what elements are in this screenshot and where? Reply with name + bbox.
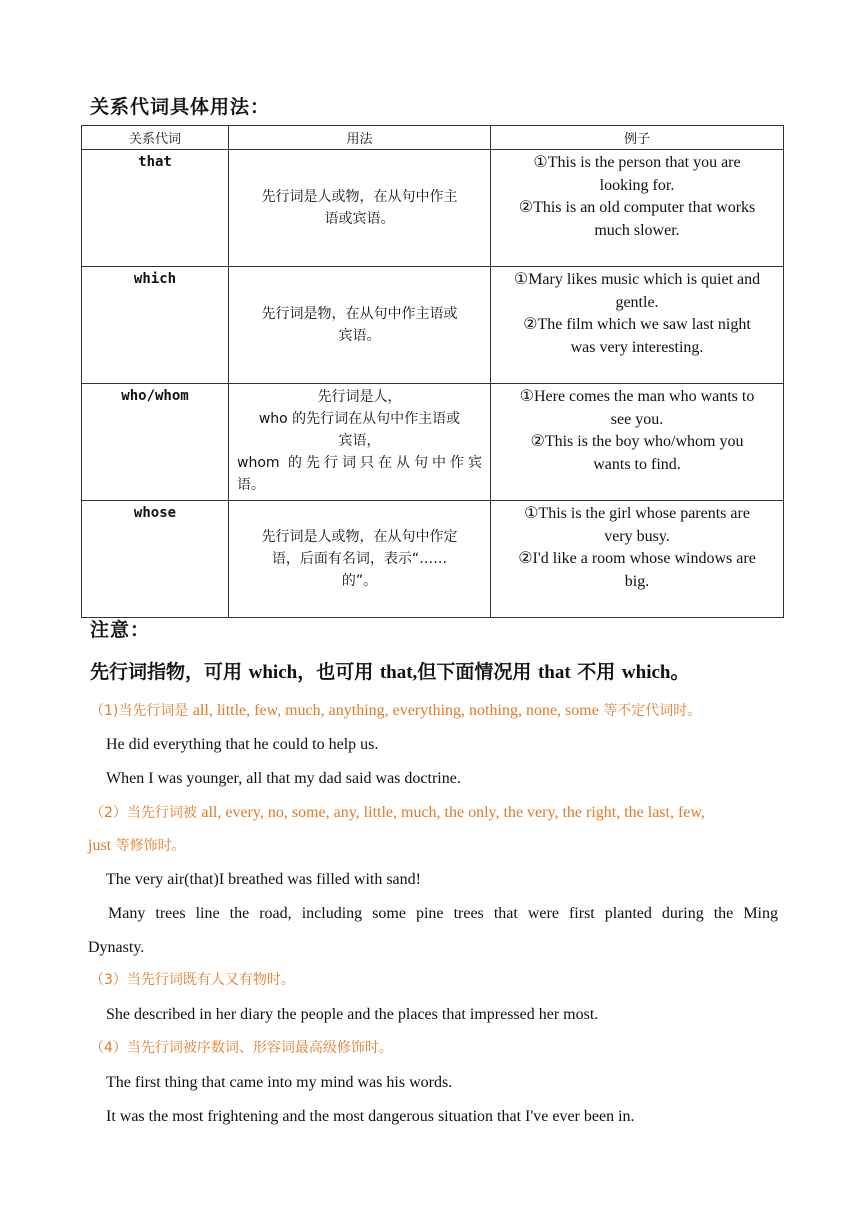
pronoun-cell: that: [82, 150, 229, 267]
note-title: 注意：: [90, 619, 151, 641]
case-4-heading: （4）当先行词被序数词、形容词最高级修饰时。: [90, 1040, 393, 1056]
usage-cell: [229, 384, 491, 501]
example-line: ①Mary likes music which is quiet and: [513, 271, 761, 288]
example-line: much slower.: [594, 221, 680, 239]
usage-line: whom 的先行词只在从句中作宾: [237, 455, 482, 471]
example-line: see you.: [610, 410, 664, 428]
usage-line: 语，后面有名词，表示“……: [271, 551, 448, 567]
example-sentence-continuation: Dynasty.: [88, 939, 145, 956]
example-line: gentle.: [615, 293, 659, 311]
header-usage: 用法: [229, 126, 491, 150]
example-line: was very interesting.: [570, 338, 704, 356]
case-suffix: 等修饰时。: [111, 838, 186, 854]
usage-line: 宾语，: [338, 433, 381, 449]
example-sentence: When I was younger, all that my dad said was doctrine.: [106, 770, 461, 787]
example-line: big.: [624, 572, 650, 590]
usage-line: 先行词是人或物，在从句中作主: [261, 189, 458, 205]
rule-word: which: [621, 662, 671, 683]
pronoun-cell: which: [82, 267, 229, 384]
rule-text: 先行词指物，可用: [90, 661, 249, 683]
usage-line: who 的先行词在从句中作主语或: [258, 411, 461, 427]
example-cell: [491, 267, 784, 384]
usage-line: 的”。: [341, 573, 378, 589]
rule-text: ，也可用: [297, 661, 380, 683]
example-sentence: She described in her diary the people and the places that impressed her most.: [106, 1006, 599, 1023]
rule-statement: [90, 657, 690, 684]
example-sentence: Many trees line the road, including some pine trees that were first planted during the Ming: [108, 905, 778, 922]
case-label: （1)当先行词是: [90, 703, 193, 719]
case-words: all, every, no, some, any, little, much, the only, the very, the right, the last, few,: [201, 804, 705, 821]
header-pronoun: 关系代词: [82, 126, 229, 150]
usage-line: 先行词是物，在从句中作主语或: [261, 306, 458, 322]
example-line: ②This is an old computer that works: [518, 199, 756, 216]
example-sentence: The very air(that)I breathed was filled with sand!: [106, 871, 421, 888]
pronoun-cell: whose: [82, 501, 229, 618]
rule-text: 但下面情况用: [417, 661, 538, 683]
example-sentence: He did everything that he could to help us.: [106, 736, 379, 753]
example-line: ②I'd like a room whose windows are: [518, 550, 756, 567]
pronoun-cell: who/whom: [82, 384, 229, 501]
usage-line: 语。: [237, 477, 265, 493]
example-cell: [491, 150, 784, 267]
example-line: ①This is the girl whose parents are: [524, 505, 750, 522]
case-1-heading: [90, 694, 780, 729]
example-line: ①Here comes the man who wants to: [519, 388, 755, 405]
example-line: ①This is the person that you are: [533, 154, 741, 171]
case-suffix: 等不定代词时。: [598, 703, 702, 719]
example-line: ②The film which we saw last night: [523, 316, 751, 333]
example-cell: [491, 384, 784, 501]
case-words: just: [88, 837, 112, 854]
rule-word: that,: [379, 662, 418, 683]
rule-word: which: [248, 662, 298, 683]
example-sentence: It was the most frightening and the most dangerous situation that I've ever been in.: [106, 1108, 635, 1125]
usage-line: 先行词是人或物，在从句中作定: [261, 529, 458, 545]
usage-cell: [229, 150, 491, 267]
example-sentence: The first thing that came into my mind was his words.: [106, 1074, 453, 1091]
case-words: all, little, few, much, anything, everything, nothing, none, some: [192, 702, 599, 719]
example-line: looking for.: [599, 176, 675, 194]
usage-line: 宾语。: [338, 328, 381, 344]
example-line: ②This is the boy who/whom you: [530, 433, 744, 450]
rule-text: 。: [670, 661, 690, 683]
table-row: [82, 384, 784, 501]
table-row: [82, 150, 784, 267]
example-line: wants to find.: [593, 455, 681, 473]
example-cell: [491, 501, 784, 618]
table-header-row: [82, 126, 784, 150]
table-row: [82, 267, 784, 384]
rule-text: 不用: [570, 661, 622, 683]
case-label: （2）当先行词被: [90, 805, 202, 821]
relative-pronoun-table: [81, 125, 784, 618]
usage-line: 先行词是人，: [317, 389, 402, 405]
page-title: 关系代词具体用法：: [90, 96, 271, 118]
usage-line: 语或宾语。: [324, 211, 395, 227]
usage-cell: [229, 501, 491, 618]
rule-word: that: [537, 662, 571, 683]
header-examples: 例子: [491, 126, 784, 150]
example-line: very busy.: [604, 527, 670, 545]
table-row: [82, 501, 784, 618]
case-3-heading: （3）当先行词既有人又有物时。: [90, 972, 295, 988]
case-2-continuation: [88, 829, 778, 864]
usage-cell: [229, 267, 491, 384]
case-2-heading: [90, 796, 780, 831]
